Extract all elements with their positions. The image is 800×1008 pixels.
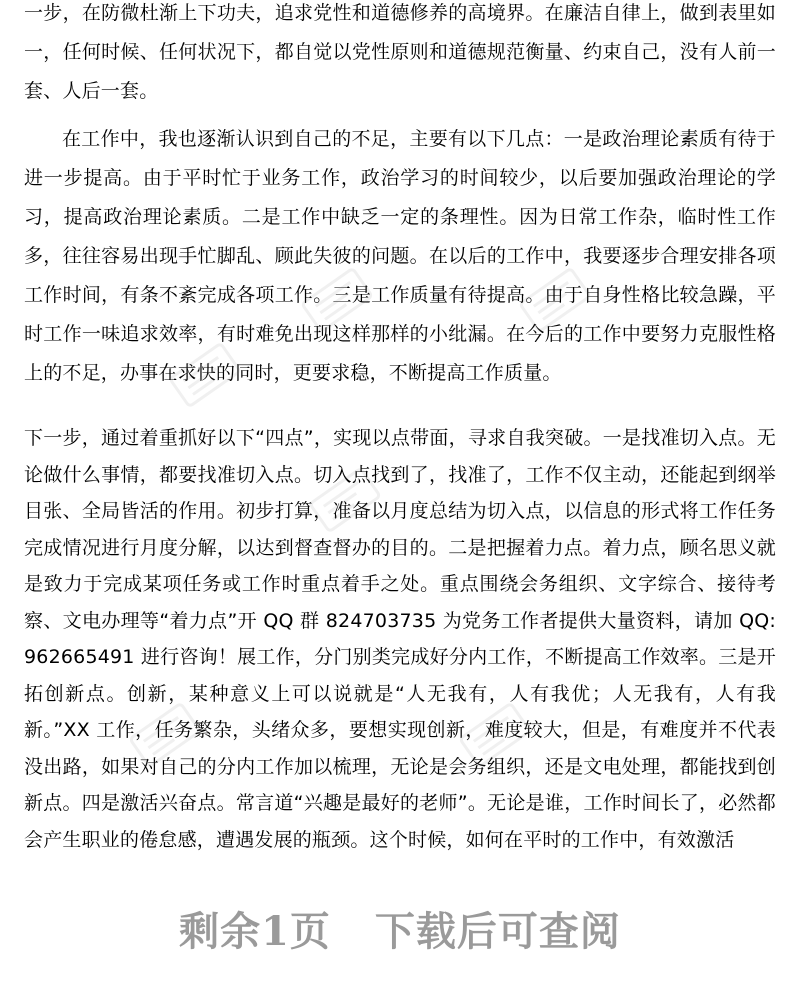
paragraph-1: 一步，在防微杜渐上下功夫，追求党性和道德修养的高境界。在廉洁自律上，做到表里如一，任何时候、任何状况下，都自觉以党性原则和道德规范衡量、约束自己，没有人前一套、人后一套。 (24, 2, 776, 102)
watermark-icon (450, 690, 540, 780)
watermark-icon (160, 330, 250, 420)
watermark-shape (120, 690, 210, 780)
watermark-shape (510, 255, 600, 345)
watermark-shape (300, 455, 390, 545)
remaining-pages-label: 剩余1页 (179, 908, 331, 955)
watermark-icon (300, 455, 390, 545)
watermark-icon (292, 255, 382, 345)
watermark-shape (160, 330, 250, 420)
paragraph-2: 在工作中，我也逐渐认识到自己的不足，主要有以下几点：一是政治理论素质有待于进一步提高。由于平时忙于业务工作，政治学习的时间较少，以后要加强政治理论的学习，提高政治理论素质。二是工作中缺乏一定的条理性。因为日常工作杂，临时性工作多，往往容易出现手忙脚乱、顾此失彼的问题。在以后的工作中，我要逐步合理安排各项工作时间，有条不紊完成各项工作。三是工作质量有待提高。由于自身性格比较急躁，平时工作一味追求效率，有时难免出现这样那样的小纰漏。在今后的工作中要努力克服性格上的不足，办事在求快的同时，更要求稳，不断提高工作质量。 (24, 128, 776, 384)
preview-limit-notice (0, 900, 800, 957)
watermark-shape (450, 690, 540, 780)
watermark-icon (510, 255, 600, 345)
watermark-icon (120, 690, 210, 780)
watermark-shape (292, 255, 382, 345)
paragraph-3: 下一步，通过着重抓好以下“四点”，实现以点带面，寻求自我突破。一是找准切入点。无论做什么事情，都要找准切入点。切入点找到了，找准了，工作不仅主动，还能起到纲举目张、全局皆活的作用。初步打算，准备以月度总结为切入点，以信息的形式将工作任务完成情况进行月度分解，以达到督查督办的目的。二是把握着力点。着力点，顾名思义就是致力于完成某项任务或工作时重点着手之处。重点围绕会务组织、文字综合、接待考察、文电办理等“着力点”开 QQ 群 824703735 为党务工作者提供大量资料，请加 QQ:962665491 进行咨询！展工作，分门别类完成好分内工作，不断提高工作效率。三是开拓创新点。创新，某种意义上可以说就是“人无我有，人有我优；人无我有，人有我新。”XX 工作，任务繁杂，头绪众多，要想实现创新，难度较大，但是，有难度并不代表没出路，如果对自己的分内工作加以梳理，无论是会务组织，还是文电处理，都能找到创新点。四是激活兴奋点。常言道“兴趣是最好的老师”。无论是谁，工作时间长了，必然都会产生职业的倦怠感，遭遇发展的瓶颈。这个时候，如何在平时的工作中，有效激活 (24, 427, 776, 851)
download-hint-label: 下载后可查阅 (374, 908, 621, 955)
